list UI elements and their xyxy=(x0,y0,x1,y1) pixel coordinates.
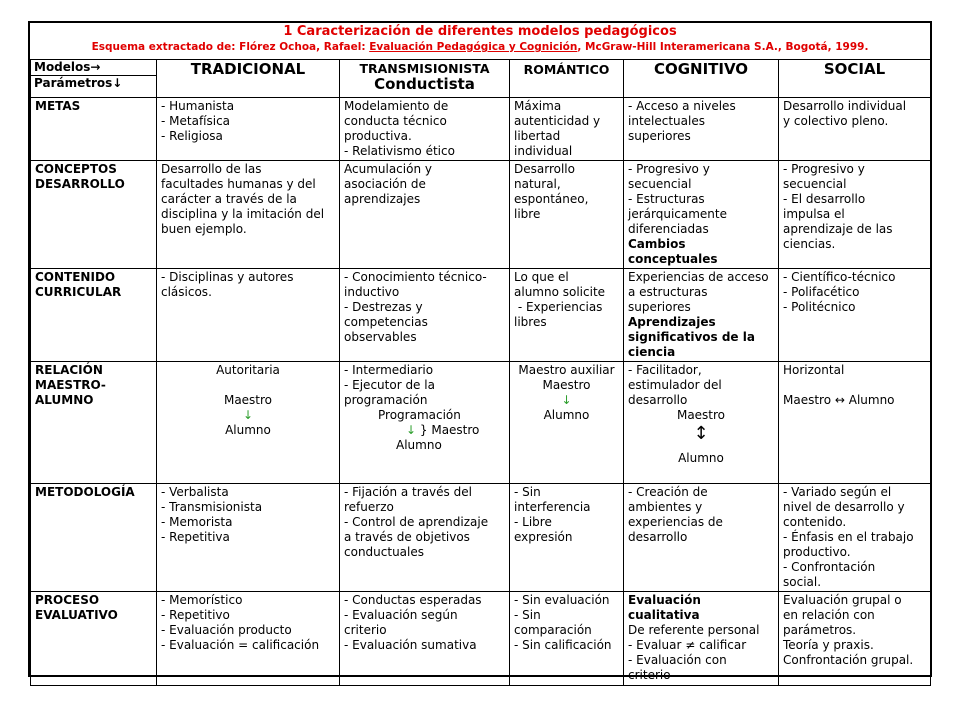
cell-conceptos-romantico xyxy=(510,161,624,269)
cell-metas-social xyxy=(779,98,931,161)
cell-line: - Estructuras xyxy=(628,192,705,206)
cell-line: conceptuales xyxy=(628,252,718,266)
col-tradicional: TRADICIONAL xyxy=(157,60,340,98)
row-label-contenido: CONTENIDO CURRICULAR xyxy=(31,269,157,362)
cell-line: - Verbalista xyxy=(161,485,229,499)
relacion-rom-top: Maestro auxiliar xyxy=(518,363,615,377)
slide-header xyxy=(30,23,930,59)
arrow-down-icon: ↓ xyxy=(561,393,572,407)
col-transmisionista-title: TRANSMISIONISTA xyxy=(359,61,490,76)
cell-metodologia-social xyxy=(779,484,931,592)
cell-line: - Humanista xyxy=(161,99,235,113)
cell-line: - Sin evaluación xyxy=(514,593,610,607)
cell-line: - Científico-técnico xyxy=(783,270,896,284)
cell-line: interferencia xyxy=(514,500,591,514)
relacion-soc-top: Horizontal xyxy=(783,363,845,377)
relacion-trad-top: Autoritaria xyxy=(216,363,280,377)
cell-line: - Confrontación xyxy=(783,560,876,574)
cell-line: libre xyxy=(514,207,541,221)
relacion-trad-alumno: Alumno xyxy=(225,423,271,437)
cell-line: desarrollo xyxy=(628,530,688,544)
cell-contenido-transmisionista xyxy=(340,269,510,362)
cell-metas-romantico xyxy=(510,98,624,161)
cell-proceso-romantico xyxy=(510,592,624,686)
page-title: 1 Caracterización de diferentes modelos pedagógicos xyxy=(283,24,677,39)
cell-metodologia-romantico xyxy=(510,484,624,592)
row-label-metas: METAS xyxy=(31,98,157,161)
cell-line: - Evaluación producto xyxy=(161,623,292,637)
col-social: SOCIAL xyxy=(779,60,931,98)
cell-line: - Progresivo y xyxy=(628,162,710,176)
cell-metodologia-transmisionista xyxy=(340,484,510,592)
cell-line: - Sin xyxy=(514,608,541,622)
cell-line: ciencia xyxy=(628,345,676,359)
col-romantico: ROMÁNTICO xyxy=(510,60,624,98)
cell-line: diferenciadas xyxy=(628,222,709,236)
cell-line: - Evaluación con xyxy=(628,653,727,667)
relacion-cog-line2: estimulador del xyxy=(628,378,722,392)
cell-line: disciplina y la imitación del xyxy=(161,207,325,221)
cell-conceptos-tradicional xyxy=(157,161,340,269)
cell-metas-transmisionista xyxy=(340,98,510,161)
cell-relacion-tradicional xyxy=(157,362,340,484)
cell-line: - Acceso a niveles xyxy=(628,99,736,113)
cell-line: Teoría y praxis. xyxy=(783,638,874,652)
cell-line: observables xyxy=(344,330,417,344)
cell-line: inductivo xyxy=(344,285,400,299)
cell-line: productivo. xyxy=(783,545,851,559)
cell-line: - Repetitivo xyxy=(161,608,230,622)
arrow-updown-icon: ↕ xyxy=(693,423,709,444)
cell-line: Desarrollo de las xyxy=(161,162,262,176)
corner-cell xyxy=(31,60,157,98)
cell-line: clásicos. xyxy=(161,285,212,299)
cell-line: - Libre xyxy=(514,515,552,529)
cell-line: cualitativa xyxy=(628,608,700,622)
cell-line: experiencias de xyxy=(628,515,723,529)
cell-line: - Sin calificación xyxy=(514,638,612,652)
cognitivo-conceptos-text xyxy=(628,162,774,237)
cell-line: individual xyxy=(514,144,573,158)
cell-line: - Fijación a través del xyxy=(344,485,472,499)
cell-line: natural, xyxy=(514,177,561,191)
page-subtitle xyxy=(30,40,930,55)
cell-line: en relación con xyxy=(783,608,875,622)
cell-line: Experiencias de acceso xyxy=(628,270,769,284)
cell-relacion-transmisionista xyxy=(340,362,510,484)
cell-line: - Variado según el xyxy=(783,485,892,499)
cell-line: Lo que el xyxy=(514,270,569,284)
cell-line: superiores xyxy=(628,129,691,143)
cell-line: Modelamiento de xyxy=(344,99,449,113)
cell-line: Evaluación grupal o xyxy=(783,593,902,607)
cell-line: - Destrezas y xyxy=(344,300,423,314)
cell-line: aprendizajes xyxy=(344,192,421,206)
relacion-trans-line2: - Ejecutor de la xyxy=(344,378,435,392)
cell-line: ciencias. xyxy=(783,237,836,251)
cell-line: conducta técnico xyxy=(344,114,447,128)
cell-line: competencias xyxy=(344,315,428,329)
cognitivo-contenido-text xyxy=(628,270,774,315)
cell-line: expresión xyxy=(514,530,573,544)
col-conductista-title: Conductista xyxy=(374,75,475,93)
cell-line: ambientes y xyxy=(628,500,703,514)
cell-line: a estructuras xyxy=(628,285,708,299)
cell-line: a través de objetivos xyxy=(344,530,470,544)
cell-line: productiva. xyxy=(344,129,412,143)
cell-line: impulsa el xyxy=(783,207,845,221)
cell-line: criterio xyxy=(344,623,387,637)
row-metas xyxy=(31,98,931,161)
cell-line: - Evaluación sumativa xyxy=(344,638,477,652)
cell-line: - Énfasis en el trabajo xyxy=(783,530,914,544)
relacion-trans-alumno: Alumno xyxy=(396,438,442,452)
cell-line: Desarrollo individual xyxy=(783,99,907,113)
subtitle-prefix: Esquema extractado de: Flórez Ochoa, Rafael: xyxy=(91,41,370,53)
cell-proceso-tradicional xyxy=(157,592,340,686)
relacion-cog-line1: - Facilitador, xyxy=(628,363,702,377)
cognitivo-contenido-bold xyxy=(628,315,774,360)
cell-line: - Conductas esperadas xyxy=(344,593,482,607)
cell-line: Aprendizajes xyxy=(628,315,716,329)
params-label: Parámetros↓ xyxy=(31,75,156,91)
relacion-rom-alumno: Alumno xyxy=(543,408,590,422)
cell-line: secuencial xyxy=(628,177,692,191)
cell-line: - Progresivo y xyxy=(783,162,865,176)
cell-line: - Repetitiva xyxy=(161,530,230,544)
cell-metas-tradicional xyxy=(157,98,340,161)
relacion-trans-arrow-row xyxy=(344,423,505,438)
row-conceptos xyxy=(31,161,931,269)
cell-conceptos-transmisionista xyxy=(340,161,510,269)
row-label-relacion: RELACIÓN MAESTRO- ALUMNO xyxy=(31,362,157,484)
cell-line: libres xyxy=(514,315,547,329)
row-label-metodologia: METODOLOGÍA xyxy=(31,484,157,592)
row-metodologia xyxy=(31,484,931,592)
cell-line: nivel de desarrollo y xyxy=(783,500,905,514)
cell-line: contenido. xyxy=(783,515,847,529)
cell-contenido-cognitivo xyxy=(624,269,779,362)
cell-line: - Polifacético xyxy=(783,285,860,299)
cell-line: - Creación de xyxy=(628,485,708,499)
cognitivo-proceso-text xyxy=(628,623,774,683)
cell-line: - Relativismo ético xyxy=(344,144,455,158)
relacion-cog-alumno: Alumno xyxy=(678,451,724,465)
cell-line: Cambios xyxy=(628,237,686,251)
cell-line: comparación xyxy=(514,623,592,637)
arrow-down-icon: ↓ xyxy=(406,423,417,437)
cell-line: asociación de xyxy=(344,177,426,191)
cell-line: alumno solicite xyxy=(514,285,606,299)
cell-line: carácter a través de la xyxy=(161,192,297,206)
col-cognitivo: COGNITIVO xyxy=(624,60,779,98)
relacion-soc-bottom: Maestro ↔ Alumno xyxy=(783,393,895,407)
cell-line: - Evaluación según xyxy=(344,608,458,622)
row-relacion xyxy=(31,362,931,484)
cell-line: significativos de la xyxy=(628,330,755,344)
row-label-conceptos: CONCEPTOS DESARROLLO xyxy=(31,161,157,269)
cell-line: conductuales xyxy=(344,545,424,559)
cell-line: - Metafísica xyxy=(161,114,231,128)
cell-metodologia-cognitivo xyxy=(624,484,779,592)
relacion-trans-maestro: } Maestro xyxy=(419,423,480,437)
relacion-rom-maestro: Maestro xyxy=(542,378,591,392)
cell-line: jerárquicamente xyxy=(628,207,727,221)
row-contenido xyxy=(31,269,931,362)
cell-line: refuerzo xyxy=(344,500,394,514)
cell-proceso-cognitivo xyxy=(624,592,779,686)
cell-line: social. xyxy=(783,575,822,589)
subtitle-book: Evaluación Pedagógica y Cognición xyxy=(369,41,578,53)
relacion-trans-line1: - Intermediario xyxy=(344,363,434,377)
cell-line: libertad xyxy=(514,129,561,143)
cell-line: Evaluación xyxy=(628,593,701,607)
row-label-proceso: PROCESO EVALUATIVO xyxy=(31,592,157,686)
cell-line: facultades humanas y del xyxy=(161,177,316,191)
relacion-cog-maestro: Maestro xyxy=(676,408,726,422)
cell-contenido-romantico xyxy=(510,269,624,362)
cell-line: intelectuales xyxy=(628,114,705,128)
relacion-trans-line3: programación xyxy=(344,393,428,407)
cell-line: De referente personal xyxy=(628,623,760,637)
cell-line: - Transmisionista xyxy=(161,500,263,514)
cell-conceptos-cognitivo xyxy=(624,161,779,269)
models-table xyxy=(30,59,931,686)
cell-line: Confrontación grupal. xyxy=(783,653,914,667)
cell-metodologia-tradicional xyxy=(157,484,340,592)
cell-line: - Sin xyxy=(514,485,541,499)
cell-line: secuencial xyxy=(783,177,847,191)
cell-line: Acumulación y xyxy=(344,162,432,176)
cell-line: - Control de aprendizaje xyxy=(344,515,489,529)
subtitle-suffix: , McGraw-Hill Interamericana S.A., Bogotá, 1999. xyxy=(577,41,869,53)
cognitivo-conceptos-bold xyxy=(628,237,774,267)
models-label: Modelos→ xyxy=(34,60,101,74)
cell-line: buen ejemplo. xyxy=(161,222,247,236)
cell-proceso-social xyxy=(779,592,931,686)
cell-line: criterio xyxy=(628,668,671,682)
cell-line: - Evaluar ≠ calificar xyxy=(628,638,747,652)
arrow-down-icon: ↓ xyxy=(242,408,254,422)
relacion-cog-line3: desarrollo xyxy=(628,393,688,407)
cell-relacion-social xyxy=(779,362,931,484)
cognitivo-proceso-bold xyxy=(628,593,774,623)
cell-line: - Politécnico xyxy=(783,300,856,314)
cell-line: espontáneo, xyxy=(514,192,589,206)
cell-conceptos-social xyxy=(779,161,931,269)
cell-line: - El desarrollo xyxy=(783,192,866,206)
cell-relacion-cognitivo xyxy=(624,362,779,484)
cell-line: superiores xyxy=(628,300,691,314)
cell-contenido-social xyxy=(779,269,931,362)
cell-line: aprendizaje de las xyxy=(783,222,893,236)
cell-line: autenticidad y xyxy=(514,114,601,128)
relacion-trad-maestro: Maestro xyxy=(223,393,273,407)
col-transmisionista xyxy=(340,60,510,98)
row-proceso xyxy=(31,592,931,686)
cell-line: - Memorista xyxy=(161,515,233,529)
cell-line: Desarrollo xyxy=(514,162,575,176)
cell-line: - Experiencias xyxy=(514,300,603,314)
cell-line: - Disciplinas y autores xyxy=(161,270,294,284)
cell-line: - Religiosa xyxy=(161,129,223,143)
cell-line: parámetros. xyxy=(783,623,857,637)
slide-frame xyxy=(28,21,932,682)
cell-relacion-romantico xyxy=(510,362,624,484)
cell-line: y colectivo pleno. xyxy=(783,114,889,128)
header-row xyxy=(31,60,931,98)
cell-metas-cognitivo xyxy=(624,98,779,161)
relacion-trans-programacion: Programación xyxy=(378,408,461,422)
cell-proceso-transmisionista xyxy=(340,592,510,686)
cell-contenido-tradicional xyxy=(157,269,340,362)
cell-line: - Conocimiento técnico- xyxy=(344,270,487,284)
cell-line: - Memorístico xyxy=(161,593,243,607)
cell-line: Máxima xyxy=(514,99,562,113)
cell-line: - Evaluación = calificación xyxy=(161,638,320,652)
